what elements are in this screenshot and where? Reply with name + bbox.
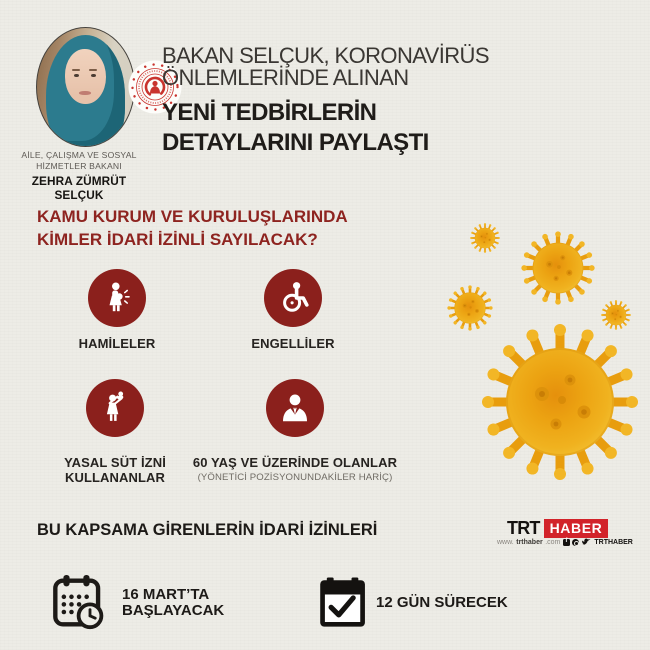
question-line2: KİMLER İDARİ İZİNLİ SAYILACAK?	[37, 230, 318, 249]
category-sut-izni	[45, 379, 185, 485]
question-heading	[37, 205, 348, 251]
instagram-icon	[572, 539, 579, 546]
calendar-check-icon	[320, 577, 366, 629]
category-sublabel: (YÖNETİCİ POZİSYONUNDAKİLER HARİÇ)	[197, 471, 393, 483]
headline-line3: YENİ TEDBİRLERİN	[162, 99, 377, 126]
minister-face	[65, 49, 106, 104]
headline-line4: DETAYLARINI PAYLAŞTI	[162, 128, 429, 156]
website-suffix: .com	[545, 538, 561, 546]
category-hamileler	[47, 269, 187, 352]
category-60-yas	[183, 379, 407, 483]
minister-role-line2: HİZMETLER BAKANI	[36, 161, 122, 171]
category-circle	[86, 379, 144, 437]
minister-photo	[36, 27, 135, 147]
duration-text: 12 GÜN SÜRECEK	[376, 594, 508, 611]
start-date-line2: BAŞLAYACAK	[122, 601, 225, 619]
category-label-line2: KULLANANLAR	[64, 469, 166, 485]
minister-role-line1: AİLE, ÇALIŞMA VE SOSYAL	[21, 150, 137, 160]
headline-line1: BAKAN SELÇUK, KORONAVİRÜS	[162, 43, 489, 68]
headline-line2: ÖNLEMLERİNDE ALINAN	[162, 64, 409, 90]
category-circle	[88, 269, 146, 327]
category-label: ENGELLİLER	[251, 336, 335, 351]
category-engelliler	[223, 269, 363, 352]
pregnant-woman-icon	[99, 280, 135, 316]
headline-regular	[162, 45, 489, 88]
coronavirus-illustration	[430, 195, 650, 505]
headline-bold	[162, 98, 429, 157]
twitter-icon	[582, 538, 591, 546]
trt-social-row	[497, 538, 647, 546]
wheelchair-icon	[275, 280, 311, 316]
trt-logo-text: TRT	[507, 518, 540, 538]
minister-name: ZEHRA ZÜMRÜT SELÇUK	[31, 174, 127, 202]
start-date-text	[122, 587, 224, 618]
category-label-line1: YASAL SÜT İZNİ	[64, 455, 166, 470]
category-circle	[266, 379, 324, 437]
website-name: trthaber	[516, 538, 543, 546]
category-circle	[264, 269, 322, 327]
social-handle: TRTHABER	[594, 538, 633, 546]
facebook-icon	[563, 539, 570, 546]
category-label: 60 YAŞ VE ÜZERİNDE OLANLAR	[192, 455, 398, 470]
website-prefix: www.	[497, 538, 514, 546]
start-date-line1: 16 MART’TA	[122, 586, 210, 603]
calendar-clock-icon	[52, 574, 109, 631]
category-label: HAMİLELER	[78, 336, 156, 351]
minister-caption	[8, 150, 150, 202]
mother-with-baby-icon	[97, 390, 133, 426]
trt-haber-logo	[507, 518, 608, 539]
question-line1: KAMU KURUM VE KURULUŞLARINDA	[37, 207, 348, 226]
footer-heading: BU KAPSAMA GİRENLERİN İDARİ İZİNLERİ	[37, 521, 378, 539]
haber-logo-box: HABER	[544, 519, 609, 538]
businessman-icon	[277, 390, 313, 426]
